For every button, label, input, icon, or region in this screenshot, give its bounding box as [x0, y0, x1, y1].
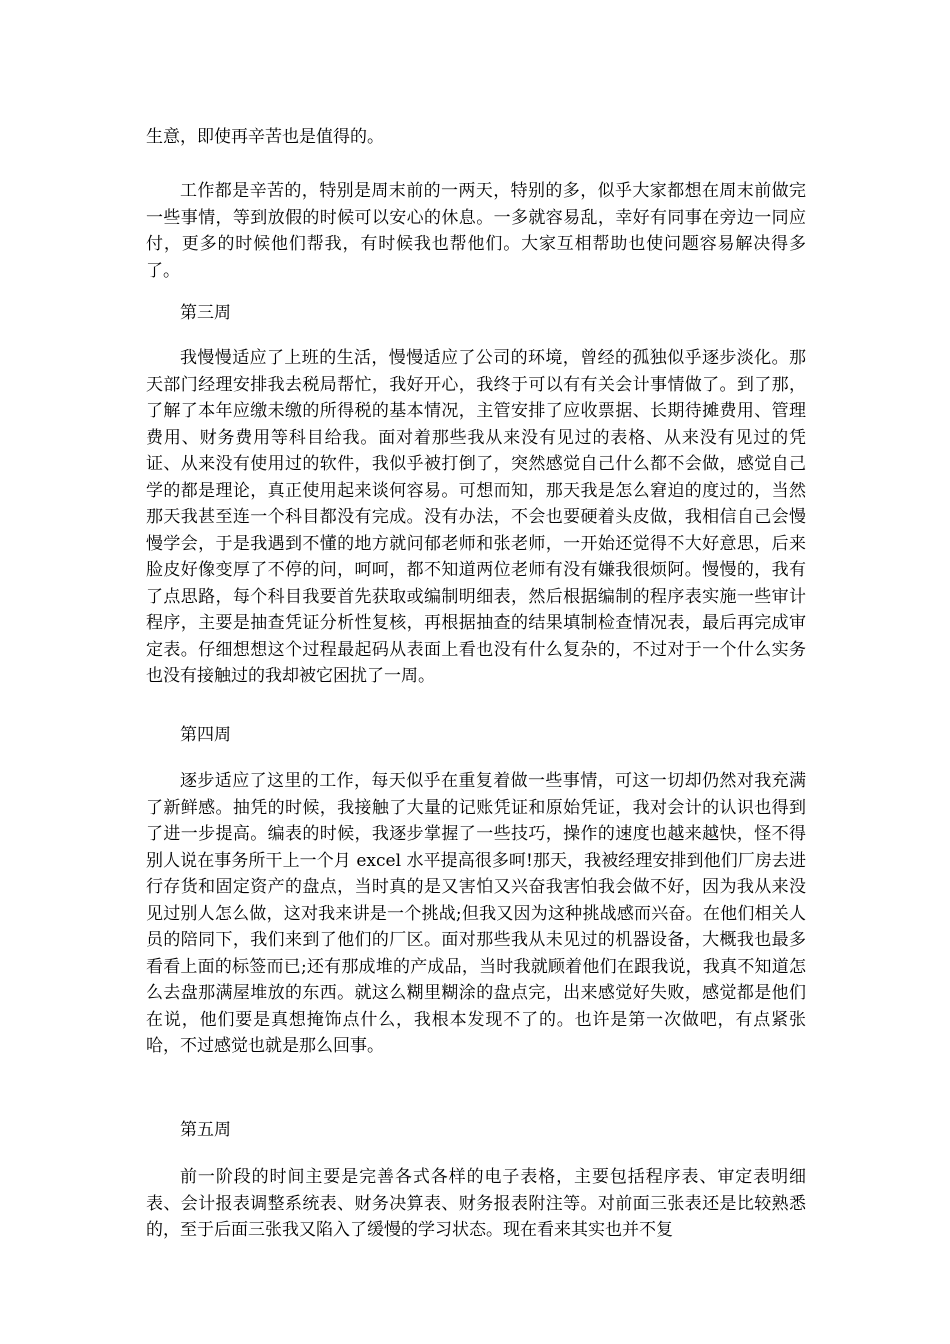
week5-body: 前一阶段的时间主要是完善各式各样的电子表格，主要包括程序表、审定表明细表、会计报表调整系统表、财务决算表、财务报表附注等。对前面三张表还是比较熟悉的，至于后面三张我又陷入了缓慢的学习状态。现在看来其实也并不复: [146, 1167, 806, 1240]
continuation-text: 生意，即使再辛苦也是值得的。: [146, 127, 384, 147]
week3-body: 我慢慢适应了上班的生活，慢慢适应了公司的环境，曾经的孤独似乎逐步淡化。那天部门经理安排我去税局帮忙，我好开心，我终于可以有有关会计事情做了。到了那，了解了本年应缴未缴的所得税的基本情况，主管安排了应收票据、长期待摊费用、管理费用、财务费用等科目给我。面对着那些我从来没有见过的表格、从来没有见过的凭证、从来没有使用过的软件，我似乎被打倒了，突然感觉自己什么都不会做，感觉自己学的都是理论，真正使用起来谈何容易。可想而知，那天我是怎么窘迫的度过的，当然那天我甚至连一个科目都没有完成。没有办法，不会也要硬着头皮做，我相信自己会慢慢学会，于是我遇到不懂的地方就问郁老师和张老师，一开始还觉得不大好意思，后来脸皮好像变厚了不停的问，呵呵，都不知道两位老师有没有嫌我很烦阿。慢慢的，我有了点思路，每个科目我要首先获取或编制明细表，然后根据编制的程序表实施一些审计程序，主要是抽查凭证分析性复核，再根据抽查的结果填制检查情况表，最后再完成审定表。仔细想想这个过程最起码从表面上看也没有什么复杂的，不过对于一个什么实务也没有接触过的我却被它困扰了一周。: [146, 348, 806, 686]
week4-heading: 第四周: [180, 725, 231, 745]
week4-body: 逐步适应了这里的工作，每天似乎在重复着做一些事情，可这一切却仍然对我充满了新鲜感。抽凭的时候，我接触了大量的记账凭证和原始凭证，我对会计的认识也得到了进一步提高。编表的时候，我逐步掌握了一些技巧，操作的速度也越来越快，怪不得别人说在事务所干上一个月 excel 水平提高很多呵!那天，我被经理安排到他们厂房去进行存货和固定资产的盘点，当时真的是又害怕又兴奋我害怕我会做不好，因为我从来没见过别人怎么做，这对我来讲是一个挑战;但我又因为这种挑战感而兴奋。在他们相关人员的陪同下，我们来到了他们的厂区。面对那些我从未见过的机器设备，大概我也最多看看上面的标签而已;还有那成堆的产成品，当时我就顾着他们在跟我说，我真不知道怎么去盘那满屋堆放的东西。就这么糊里糊涂的盘点完，出来感觉好失败，感觉都是他们在说，他们要是真想掩饰点什么，我根本发现不了的。也许是第一次做吧，有点紧张哈，不过感觉也就是那么回事。: [146, 771, 806, 1056]
week3-heading: 第三周: [180, 303, 231, 323]
paragraph-week2-end: 工作都是辛苦的，特别是周末前的一两天，特别的多，似乎大家都想在周末前做完一些事情，等到放假的时候可以安心的休息。一多就容易乱，幸好有同事在旁边一同应付，更多的时候他们帮我，有时候我也帮他们。大家互相帮助也使问题容易解决得多了。: [146, 181, 806, 281]
week5-heading: 第五周: [180, 1120, 231, 1140]
